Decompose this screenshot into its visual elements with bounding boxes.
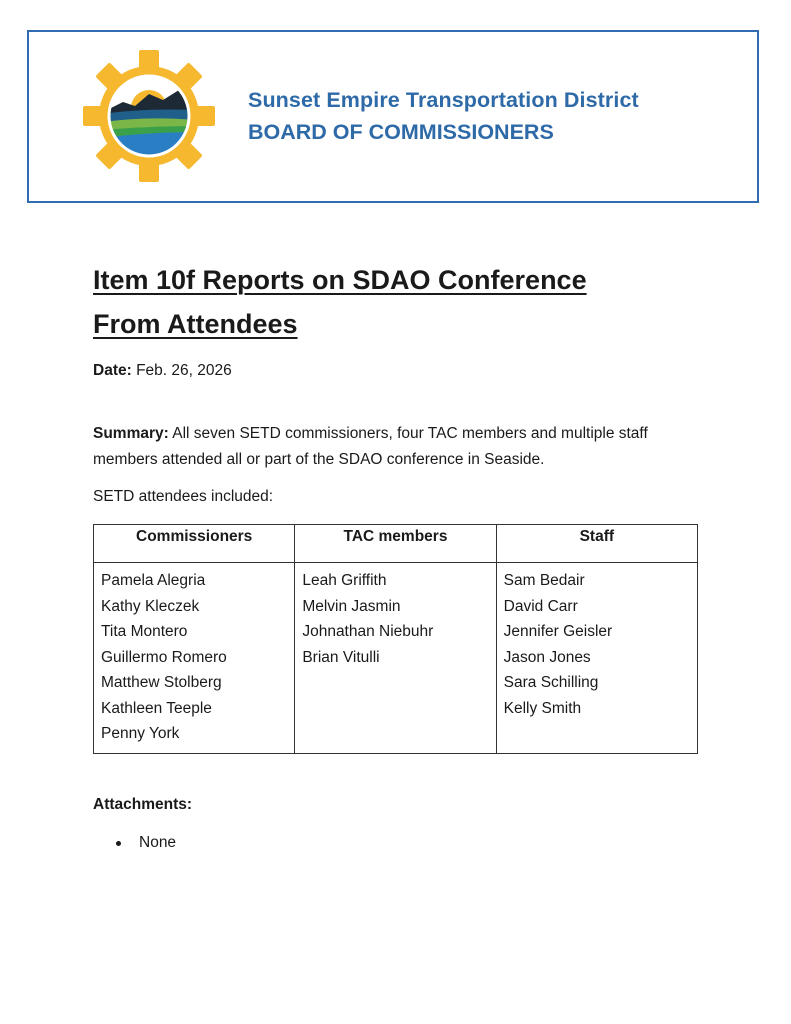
attendees-table — [93, 524, 698, 754]
title-line-1: Item 10f Reports on SDAO Conference — [93, 265, 587, 295]
list-item: Melvin Jasmin — [302, 597, 401, 615]
commissioners-cell — [94, 563, 295, 754]
org-name: Sunset Empire Transportation District — [248, 88, 639, 112]
tac-members-cell — [295, 563, 496, 754]
attendees-intro: SETD attendees included: — [93, 488, 274, 505]
list-item: Pamela Alegria — [101, 572, 206, 589]
list-item: Johnathan Niebuhr — [302, 623, 434, 640]
table-row — [94, 563, 698, 754]
list-item: Matthew Stolberg — [101, 674, 222, 691]
list-item: Jason Jones — [503, 648, 591, 666]
bullet-icon — [116, 841, 121, 846]
attachment-item-label: None — [139, 834, 177, 851]
date-value: Feb. 26, 2026 — [136, 362, 232, 379]
header-commissioners: Commissioners — [94, 525, 295, 563]
header-tac-members: TAC members — [295, 525, 496, 563]
page-title — [93, 258, 713, 346]
list-item: Sara Schilling — [503, 674, 599, 691]
summary-label: Summary: — [93, 425, 169, 442]
list-item: Tita Montero — [101, 623, 188, 640]
date-line — [93, 358, 232, 384]
list-item: Jennifer Geisler — [503, 623, 613, 640]
attachments-list — [114, 830, 176, 856]
list-item — [114, 830, 176, 856]
list-item: Kelly Smith — [503, 699, 582, 717]
list-item: Leah Griffith — [302, 572, 387, 589]
board-name: BOARD OF COMMISSIONERS — [248, 120, 554, 144]
list-item: David Carr — [503, 597, 578, 615]
list-item: Brian Vitulli — [302, 648, 380, 666]
title-line-2: From Attendees — [93, 309, 298, 339]
list-item: Kathleen Teeple — [101, 699, 212, 717]
gear-sunset-logo-icon — [83, 50, 215, 182]
summary-text: All seven SETD commissioners, four TAC members and multiple staff members attended all or part of the SDAO conference in Seaside. — [93, 425, 648, 468]
date-label: Date: — [93, 362, 132, 379]
header-staff: Staff — [496, 525, 697, 563]
list-item: Penny York — [101, 725, 180, 742]
list-item: Guillermo Romero — [101, 648, 227, 666]
staff-cell — [496, 563, 697, 754]
table-header-row — [94, 525, 698, 563]
summary-paragraph — [93, 421, 703, 473]
list-item: Kathy Kleczek — [101, 597, 200, 615]
list-item: Sam Bedair — [503, 572, 585, 589]
attachments-label: Attachments: — [93, 796, 193, 813]
